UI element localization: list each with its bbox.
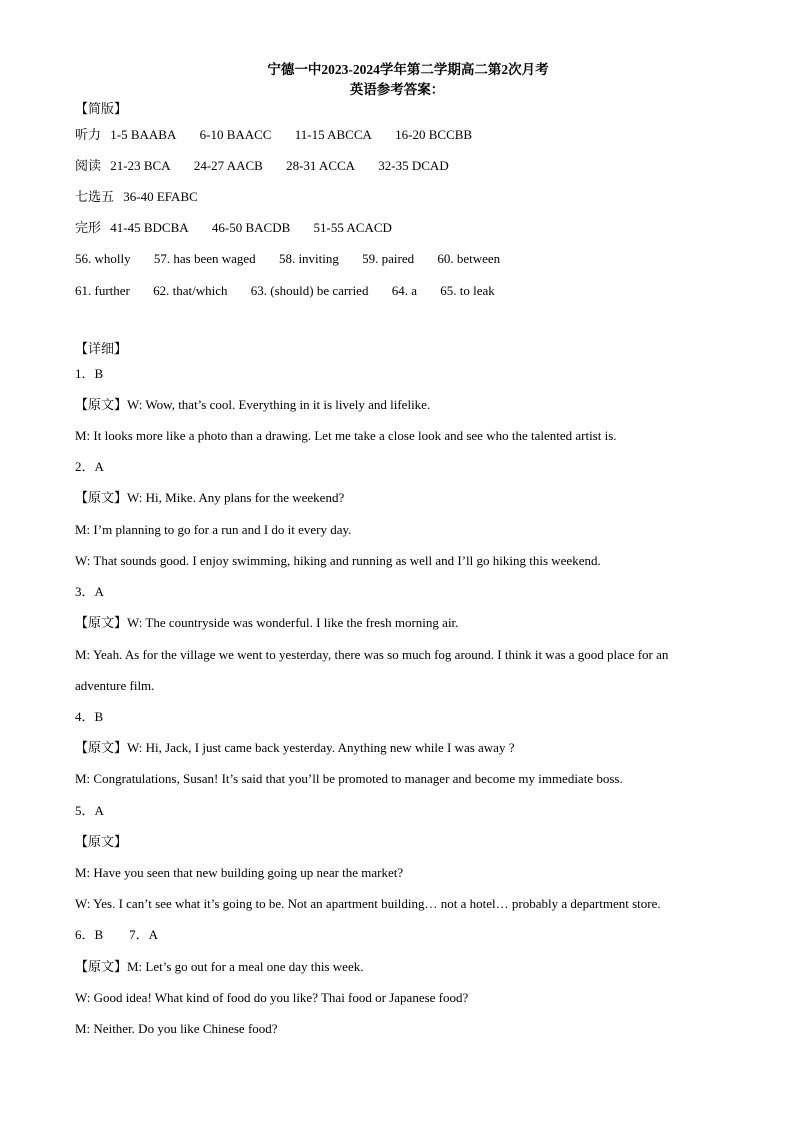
- answer-group: 51-55 ACACD: [313, 220, 392, 235]
- grammar-answer: 60. between: [437, 251, 501, 266]
- listening-answers: [75, 126, 472, 144]
- answer-number: 3．A: [75, 584, 104, 599]
- answer-number: 2．A: [75, 459, 104, 474]
- section-label: 七选五: [75, 189, 115, 204]
- answer-group: 21-23 BCA: [110, 158, 171, 173]
- answer-number: 6．B 7．A: [75, 927, 159, 942]
- section-label: 阅读: [75, 158, 102, 173]
- cloze-answers: [75, 219, 392, 237]
- answer-group: 36-40 EFABC: [123, 189, 198, 204]
- grammar-answers-row-1: [75, 250, 500, 268]
- grammar-answer: 59. paired: [362, 251, 415, 266]
- grammar-answer: 56. wholly: [75, 251, 131, 266]
- grammar-answer: 63. (should) be carried: [250, 283, 369, 298]
- answer-group: 6-10 BAACC: [199, 127, 272, 142]
- transcript-line: W: Good idea! What kind of food do you like? Thai food or Japanese food?: [75, 990, 469, 1005]
- answer-group: 41-45 BDCBA: [110, 220, 189, 235]
- answer-group: 24-27 AACB: [193, 158, 263, 173]
- answer-group: 46-50 BACDB: [211, 220, 291, 235]
- answer-group: 16-20 BCCBB: [395, 127, 473, 142]
- grammar-answer: 58. inviting: [278, 251, 339, 266]
- transcript-line: M: Have you seen that new building going up near the market?: [75, 865, 404, 880]
- transcript-line: W: That sounds good. I enjoy swimming, hiking and running as well and I’ll go hiking this weekend.: [75, 553, 601, 568]
- brief-heading: 【简版】: [75, 101, 128, 116]
- grammar-answer: 64. a: [391, 283, 417, 298]
- answer-number: 1．B: [75, 366, 104, 381]
- grammar-answer: 65. to leak: [440, 283, 495, 298]
- transcript-line: M: Neither. Do you like Chinese food?: [75, 1021, 278, 1036]
- transcript-line: W: Yes. I can’t see what it’s going to be. Not an apartment building… not a hotel… probably a department store.: [75, 896, 661, 911]
- grammar-answer: 61. further: [75, 283, 130, 298]
- document-subtitle: 英语参考答案：: [349, 82, 445, 97]
- answer-number: 4．B: [75, 709, 104, 724]
- transcript-line: M: Yeah. As for the village we went to yesterday, there was so much fog around. I think it was a good place for an: [75, 647, 669, 662]
- transcript-line: M: It looks more like a photo than a drawing. Let me take a close look and see who the talented artist is.: [75, 428, 617, 443]
- transcript-line: M: I’m planning to go for a run and I do it every day.: [75, 522, 352, 537]
- reading-answers: [75, 157, 449, 175]
- grammar-answer: 62. that/which: [153, 283, 228, 298]
- document-title: 宁德一中2023-2024学年第二学期高二第2次月考: [267, 62, 549, 77]
- grammar-answer: 57. has been waged: [153, 251, 256, 266]
- section-label: 听力: [75, 127, 102, 142]
- section-label: 完形: [75, 220, 102, 235]
- answer-group: 32-35 DCAD: [378, 158, 449, 173]
- seven-five-answers: [75, 188, 198, 206]
- transcript-line: adventure film.: [75, 678, 155, 693]
- transcript-line: M: Congratulations, Susan! It’s said that you’ll be promoted to manager and become my immediate boss.: [75, 771, 623, 786]
- transcript-line: 【原文】W: Wow, that’s cool. Everything in it is lively and lifelike.: [75, 397, 431, 412]
- answer-group: 28-31 ACCA: [286, 158, 356, 173]
- transcript-line: 【原文】W: The countryside was wonderful. I like the fresh morning air.: [75, 615, 459, 630]
- transcript-label: 【原文】: [75, 834, 128, 849]
- detail-heading: 【详细】: [75, 341, 128, 356]
- answer-group: 1-5 BAABA: [110, 127, 177, 142]
- transcript-line: 【原文】M: Let’s go out for a meal one day this week.: [75, 959, 364, 974]
- grammar-answers-row-2: [75, 282, 495, 300]
- answer-number: 5．A: [75, 803, 104, 818]
- transcript-line: 【原文】W: Hi, Mike. Any plans for the weekend?: [75, 490, 345, 505]
- answer-group: 11-15 ABCCA: [294, 127, 372, 142]
- transcript-line: 【原文】W: Hi, Jack, I just came back yesterday. Anything new while I was away ?: [75, 740, 515, 755]
